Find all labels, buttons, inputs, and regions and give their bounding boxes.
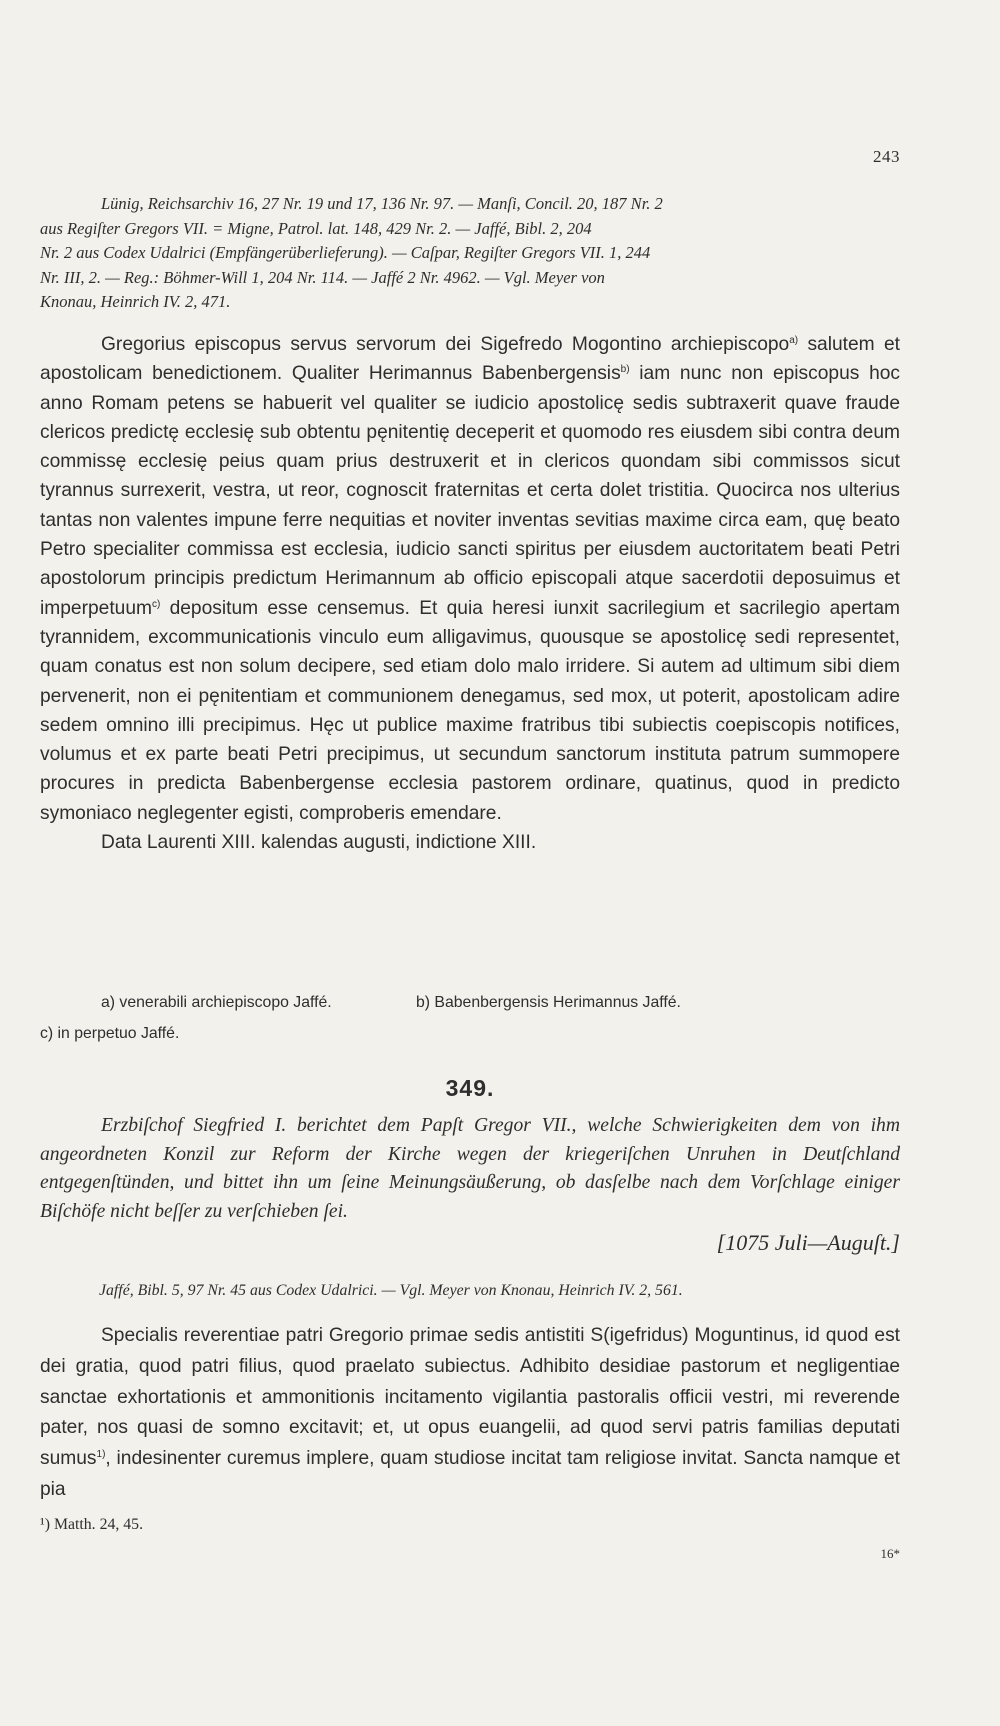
letter-349-text <box>40 1321 900 1506</box>
document-number: 349. <box>445 1075 495 1101</box>
reference-line: aus Regiſter Gregors VII. = Migne, Patrol. lat. 148, 429 Nr. 2. — Jaffé, Bibl. 2, 204 <box>40 218 592 238</box>
page-number: 243 <box>873 147 900 166</box>
source-references: Jaffé, Bibl. 5, 97 Nr. 45 aus Codex Udalrici. — Vgl. Meyer von Knonau, Heinrich IV. 2, 561. <box>99 1282 683 1299</box>
date-range: [1075 Juli—Auguſt.] <box>716 1229 900 1255</box>
reference-line: Nr. III, 2. — Reg.: Böhmer-Will 1, 204 Nr. 114. — Jaffé 2 Nr. 4962. — Vgl. Meyer von <box>40 267 605 287</box>
reference-line: Knonau, Heinrich IV. 2, 471. <box>40 292 231 311</box>
letter-paragraph: Gregorius episcopus servus servorum dei Sigefredo Mogontino archiepiscopo$^{a)}$ salutem et apostolicam benedictionem. Qualiter Herimannus Babenbergensis$^{b)}$ iam nunc non episcopus hoc anno Romam petens se habuerit vel qualiter se iudicio apostolicę sedis subtraxerit quave fraude clericos predictę ecclesię sub obtentu pęnitentię deceperit et quomodo res eiusdem sibi contra deum commissę ecclesię peius quam prius destruxerit et in clericos quondam sibi commissos sicut tyrannus surrexerit, vestra, ut reor, cognoscit fraternitas et certa dolet tristitia. Quocirca nos ulterius tantas non valentes impune ferre nequitias et noviter inventas sevitias maxime circa eam, quę beato Petro specialiter commissa est ecclesia, iudicio sancti spiritus per eiusdem auctoritatem beati Petri apostolorum principis predictum Herimannum ab officio episcopali atque sacerdotii deposuimus et imperpetuum$^{c)}$ depositum esse censemus. Et quia heresi iunxit sacrilegium et sacrilegio apertam tyrannidem, excommunicationis vinculo eum alligavimus, quousque se apostolicę sedi representet, quam conatus est non solum decipere, sed etiam dolo malo irridere. Si autem ad ultimum sibi diem pervenerit, non ei pęnitentiam et communionem denegamus, sed mox, ut poterit, apostolicam adire sedem omnino illi precipimus. Hęc ut publice maxime fratribus tibi subiectis coepiscopis notifices, volumus et ex parte beati Petri precipimus, ut secundum sanctorum instituta patrum summopere procures in predicta Babenbergense ecclesia pastorem ordinare, quatinus, quod in predicto symoniaco neglegenter egisti, comproberis emendare. <box>40 334 900 824</box>
footnote-marker-b: b) <box>620 364 630 376</box>
note-b: b) Babenbergensis Herimannus Jaffé. <box>416 994 681 1011</box>
footnote-marker-1: 1) <box>96 1449 106 1461</box>
signature-mark: 16* <box>880 1546 900 1561</box>
dating-line: Data Laurenti XIII. kalendas augusti, indictione XIII. <box>101 832 537 854</box>
footnote-marker-a: a) <box>789 335 799 346</box>
footnote-1: ¹) Matth. 24, 45. <box>40 1516 144 1533</box>
note-a: a) venerabili archiepiscopo Jaffé. <box>101 994 332 1011</box>
reference-line: Nr. 2 aus Codex Udalrici (Empfängerüberlieferung). — Caſpar, Regiſter Gregors VII. 1, 244 <box>40 243 651 262</box>
footnote-marker-c: c) <box>151 598 161 610</box>
letter-paragraph: Specialis reverentiae patri Gregorio primae sedis antistiti S(igefridus) Moguntinus, id quod est dei gratia, quod patri filius, quod praelato subiectus. Adhibito desidiae pastorum et negligentiae sanctae exhortationis et ammonitionis incitamento vigilantia pastoralis officii vestri, mi reverende pater, nos quasi de somno excitavit; et, ut opus euangelii, ad quod servi patris familias deputati sumus$^{1)}$, indesinenter curemus implere, quam studiose incitat tam religiose invitat. Sancta namque et pia <box>40 1325 900 1500</box>
letter-348-text <box>40 330 900 857</box>
reference-line: Lünig, Reichsarchiv 16, 27 Nr. 19 und 17, 136 Nr. 97. — Manſi, Concil. 20, 187 Nr. 2 <box>101 194 663 213</box>
note-c: c) in perpetuo Jaffé. <box>40 1025 180 1042</box>
document-summary <box>40 1112 900 1258</box>
textual-notes <box>40 987 900 1049</box>
bibliographic-references <box>40 192 900 315</box>
summary-text: Erzbiſchof Siegfried I. berichtet dem Papſt Gregor VII., welche Schwierigkeiten dem von ihm angeordneten Konzil zur Reform der Kirche wegen der kriegeriſchen Unruhen in Deutſchland entgegenſtünden, und bittet ihn um ſeine Meinungsäußerung, ob dasſelbe nach dem Vorſchlage einiger Biſchöfe nicht beſſer zu verſchieben ſei. <box>40 1115 900 1223</box>
